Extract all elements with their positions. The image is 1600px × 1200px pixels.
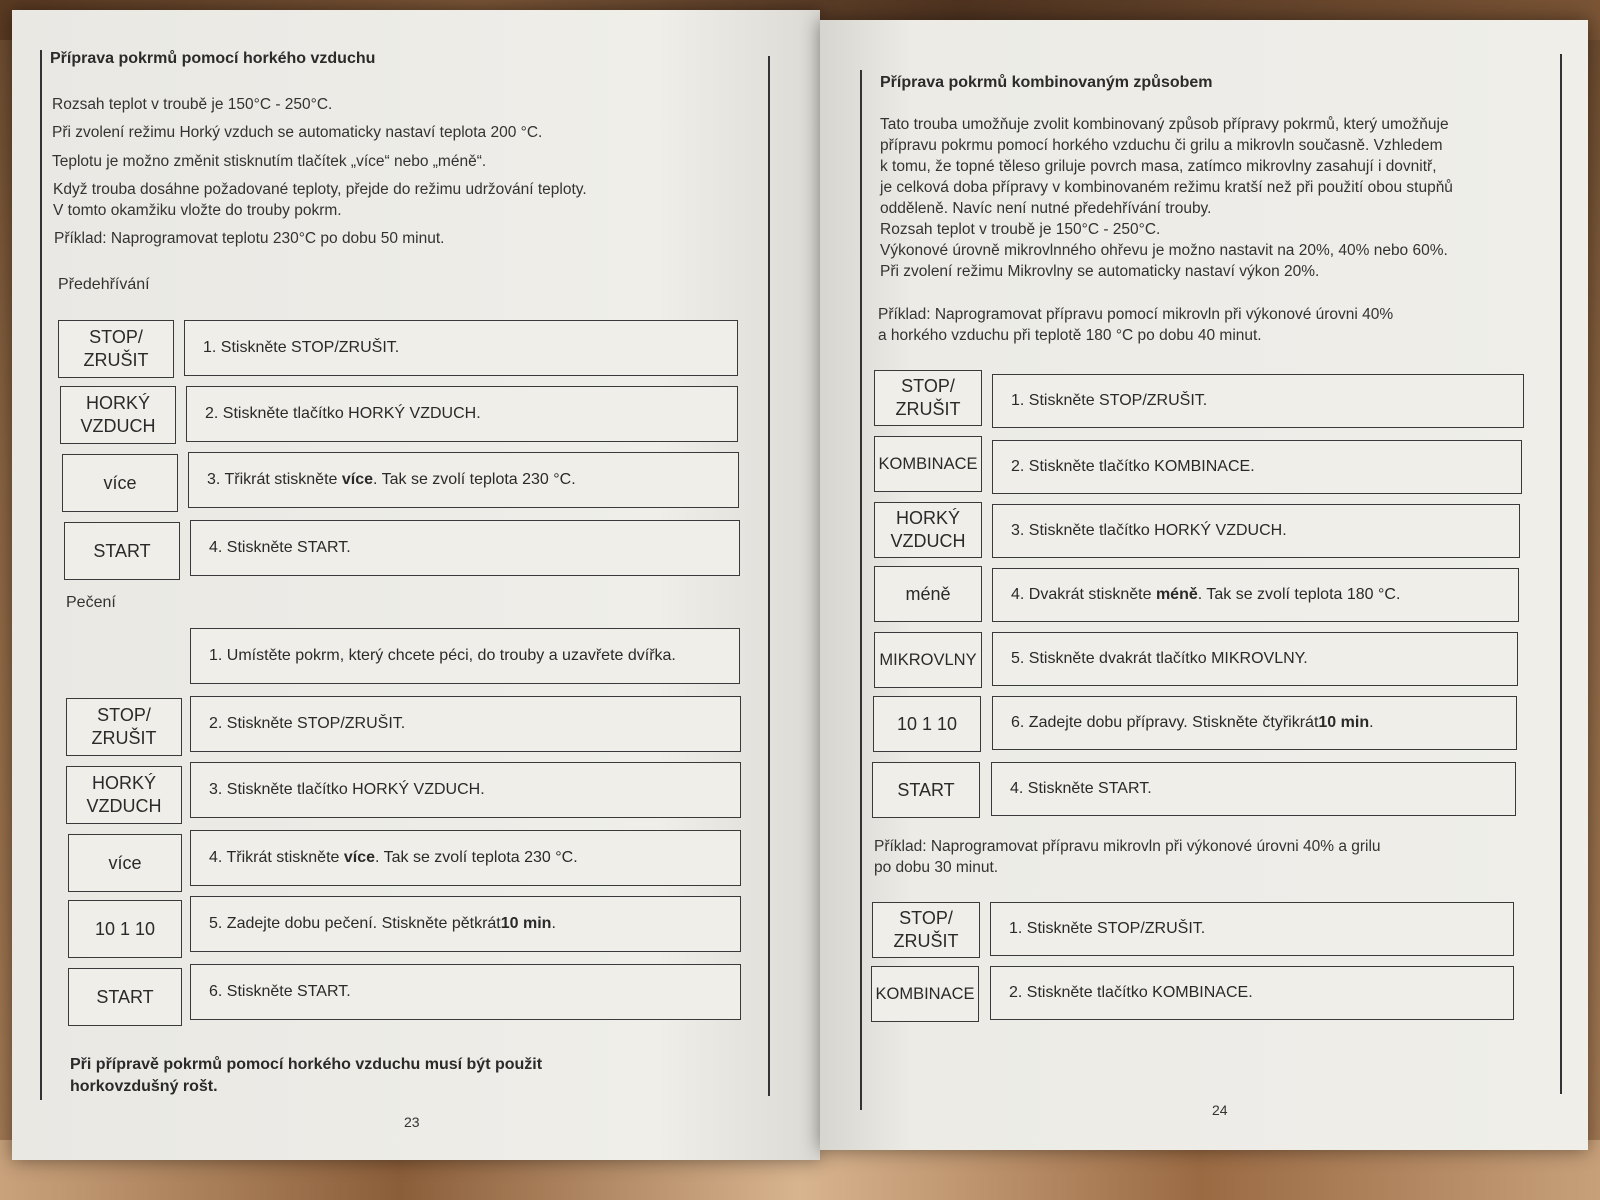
step-text: 1. Umístěte pokrm, který chcete péci, do trouby a uzavřete dvířka. (209, 647, 676, 664)
step-box (190, 520, 740, 576)
step-text: 6. Zadejte dobu přípravy. Stiskněte čtyřikrát (1011, 714, 1319, 731)
right-vertical-rule-right (1560, 54, 1562, 1094)
step-text: 3. Třikrát stiskněte (207, 471, 338, 488)
step-text: 3. Stiskněte tlačítko HORKÝ VZDUCH. (1011, 522, 1287, 539)
step-text: . Tak se zvolí teplota 230 °C. (375, 849, 578, 866)
step-box (992, 696, 1517, 750)
step-box (186, 386, 738, 442)
step-box (990, 966, 1514, 1020)
stop-cancel-key: STOP/ ZRUŠIT (58, 320, 174, 378)
intro-line: přípravu pokrmu pomocí horkého vzduchu či grilu a mikrovln současně. Vzhledem (880, 137, 1443, 154)
intro-line: Rozsah teplot v troubě je 150°C - 250°C. (52, 96, 333, 113)
step-text: . (551, 915, 556, 932)
left-vertical-rule (40, 50, 42, 1100)
step-text: 2. Stiskněte tlačítko KOMBINACE. (1009, 984, 1253, 1001)
step-text: 2. Stiskněte STOP/ZRUŠIT. (209, 715, 406, 732)
example-line: po dobu 30 minut. (874, 859, 999, 876)
step-box (190, 628, 740, 684)
intro-line: Rozsah teplot v troubě je 150°C - 250°C. (880, 221, 1161, 238)
more-key: více (62, 454, 178, 512)
section-heading-baking: Pečení (66, 594, 116, 611)
step-box (190, 830, 741, 886)
note-line: horkovzdušný rošt. (70, 1078, 218, 1095)
intro-line: Výkonové úrovně mikrovlnného ohřevu je možno nastavit na 20%, 40% nebo 60%. (880, 242, 1448, 259)
right-vertical-rule (860, 70, 862, 1110)
intro-line: Při zvolení režimu Horký vzduch se automaticky nastaví teplota 200 °C. (52, 124, 543, 141)
note-line: Při přípravě pokrmů pomocí horkého vzduchu musí být použit (70, 1056, 543, 1073)
step-text: 2. Stiskněte tlačítko HORKÝ VZDUCH. (205, 405, 481, 422)
step-box (990, 902, 1514, 956)
step-bold: méně (1155, 586, 1198, 603)
hot-air-key: HORKÝ VZDUCH (60, 386, 176, 444)
step-box (190, 896, 741, 952)
left-vertical-rule-right (768, 56, 770, 1096)
intro-line: V tomto okamžiku vložte do trouby pokrm. (53, 202, 342, 219)
step-text: 4. Třikrát stiskněte (209, 849, 340, 866)
step-box (992, 568, 1519, 622)
combination-key: KOMBINACE (871, 966, 979, 1022)
start-key: START (64, 522, 180, 580)
hot-air-key: HORKÝ VZDUCH (874, 502, 982, 558)
step-box (188, 452, 739, 508)
step-text: 4. Dvakrát stiskněte (1011, 586, 1152, 603)
example-line: Příklad: Naprogramovat teplotu 230°C po dobu 50 minut. (54, 230, 445, 247)
combination-key: KOMBINACE (874, 436, 982, 492)
step-text: 1. Stiskněte STOP/ZRUŠIT. (203, 339, 400, 356)
step-text: 1. Stiskněte STOP/ZRUŠIT. (1011, 392, 1208, 409)
step-box (190, 696, 741, 752)
step-box (190, 762, 741, 818)
time-keys: 10 1 10 (68, 900, 182, 958)
step-box (991, 762, 1516, 816)
example-line: a horkého vzduchu při teplotě 180 °C po dobu 40 minut. (878, 327, 1262, 344)
step-bold: 10 min (500, 915, 552, 932)
more-key: více (68, 834, 182, 892)
page-number: 24 (1212, 1102, 1228, 1118)
intro-line: Když trouba dosáhne požadované teploty, přejde do režimu udržování teploty. (53, 181, 587, 198)
step-bold: více (341, 471, 374, 488)
step-bold: 10 min (1318, 714, 1370, 731)
intro-line: je celková doba přípravy v kombinovaném režimu kratší než při použití obou stupňů (880, 179, 1453, 196)
page-right (820, 20, 1588, 1150)
step-text: 2. Stiskněte tlačítko KOMBINACE. (1011, 458, 1255, 475)
step-text: 1. Stiskněte STOP/ZRUŠIT. (1009, 920, 1206, 937)
page-left (12, 10, 820, 1160)
page-title: Příprava pokrmů kombinovaným způsobem (880, 74, 1213, 91)
step-bold: více (343, 849, 376, 866)
intro-line: odděleně. Navíc není nutné předehřívání trouby. (880, 200, 1212, 217)
step-text: 3. Stiskněte tlačítko HORKÝ VZDUCH. (209, 781, 485, 798)
less-key: méně (874, 566, 982, 622)
stop-cancel-key: STOP/ ZRUŠIT (874, 370, 982, 426)
start-key: START (68, 968, 182, 1026)
step-box (190, 964, 741, 1020)
step-text: 4. Stiskněte START. (1010, 780, 1152, 797)
step-text: 6. Stiskněte START. (209, 983, 351, 1000)
intro-line: k tomu, že topné těleso griluje povrch masa, zatímco mikrovlny zasahují i dovnitř, (880, 158, 1437, 175)
stop-cancel-key: STOP/ ZRUŠIT (872, 902, 980, 958)
hot-air-key: HORKÝ VZDUCH (66, 766, 182, 824)
example-line: Příklad: Naprogramovat přípravu pomocí mikrovln při výkonové úrovni 40% (878, 306, 1394, 323)
section-heading-preheat: Předehřívání (58, 276, 150, 293)
step-text: . Tak se zvolí teplota 230 °C. (373, 471, 576, 488)
microwave-key: MIKROVLNY (874, 632, 982, 688)
step-box (992, 374, 1524, 428)
step-text: 5. Zadejte dobu pečení. Stiskněte pětkrát (209, 915, 501, 932)
warning-note (70, 1054, 542, 1098)
step-text: . Tak se zvolí teplota 180 °C. (1197, 586, 1401, 603)
step-box (992, 632, 1518, 686)
step-box (992, 440, 1522, 494)
stop-cancel-key: STOP/ ZRUŠIT (66, 698, 182, 756)
step-text: 5. Stiskněte dvakrát tlačítko MIKROVLNY. (1011, 650, 1308, 667)
example-line: Příklad: Naprogramovat přípravu mikrovln při výkonové úrovni 40% a grilu (874, 838, 1381, 855)
intro-line: Tato trouba umožňuje zvolit kombinovaný způsob přípravy pokrmů, který umožňuje (880, 116, 1449, 133)
step-text: . (1369, 714, 1374, 731)
page-title: Příprava pokrmů pomocí horkého vzduchu (50, 50, 376, 67)
time-keys: 10 1 10 (873, 696, 981, 752)
step-box (184, 320, 738, 376)
intro-line: Při zvolení režimu Mikrovlny se automaticky nastaví výkon 20%. (880, 263, 1320, 280)
page-number: 23 (404, 1114, 420, 1130)
step-box (992, 504, 1520, 558)
start-key: START (872, 762, 980, 818)
step-text: 4. Stiskněte START. (209, 539, 351, 556)
intro-line: Teplotu je možno změnit stisknutím tlačítek „více“ nebo „méně“. (52, 153, 487, 170)
